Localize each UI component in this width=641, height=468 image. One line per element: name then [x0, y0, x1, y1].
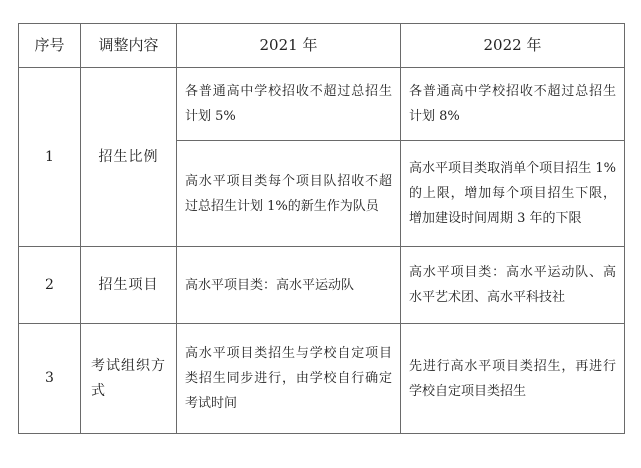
- cell-2021: 高水平项目类招生与学校自定项目类招生同步进行，由学校自行确定考试时间: [177, 324, 401, 434]
- table-header-row: [19, 24, 625, 68]
- row-number: 3: [19, 324, 81, 434]
- header-serial-number: 序号: [19, 24, 81, 68]
- row-adjustment-content: 考试组织方式: [81, 324, 177, 434]
- policy-comparison-table: [18, 23, 625, 434]
- table-row: [19, 247, 625, 324]
- row-adjustment-content: 招生项目: [81, 247, 177, 324]
- cell-2022: 高水平项目类：高水平运动队、高水平艺术团、高水平科技社: [401, 247, 625, 324]
- table-row: [19, 324, 625, 434]
- row-number: 1: [19, 68, 81, 247]
- cell-2022: 高水平项目类取消单个项目招生 1%的上限，增加每个项目招生下限，增加建设时间周期 3 年的下限: [401, 141, 625, 247]
- cell-2021: 高水平项目类每个项目队招收不超过总招生计划 1%的新生作为队员: [177, 141, 401, 247]
- cell-2022: 先进行高水平项目类招生，再进行学校自定项目类招生: [401, 324, 625, 434]
- cell-2021: 高水平项目类：高水平运动队: [177, 247, 401, 324]
- cell-2021: 各普通高中学校招收不超过总招生计划 5%: [177, 68, 401, 141]
- header-year-2021: 2021 年: [177, 24, 401, 68]
- cell-2022: 各普通高中学校招收不超过总招生计划 8%: [401, 68, 625, 141]
- row-number: 2: [19, 247, 81, 324]
- row-adjustment-content: 招生比例: [81, 68, 177, 247]
- header-adjustment-content: 调整内容: [81, 24, 177, 68]
- header-year-2022: 2022 年: [401, 24, 625, 68]
- table-row: [19, 68, 625, 141]
